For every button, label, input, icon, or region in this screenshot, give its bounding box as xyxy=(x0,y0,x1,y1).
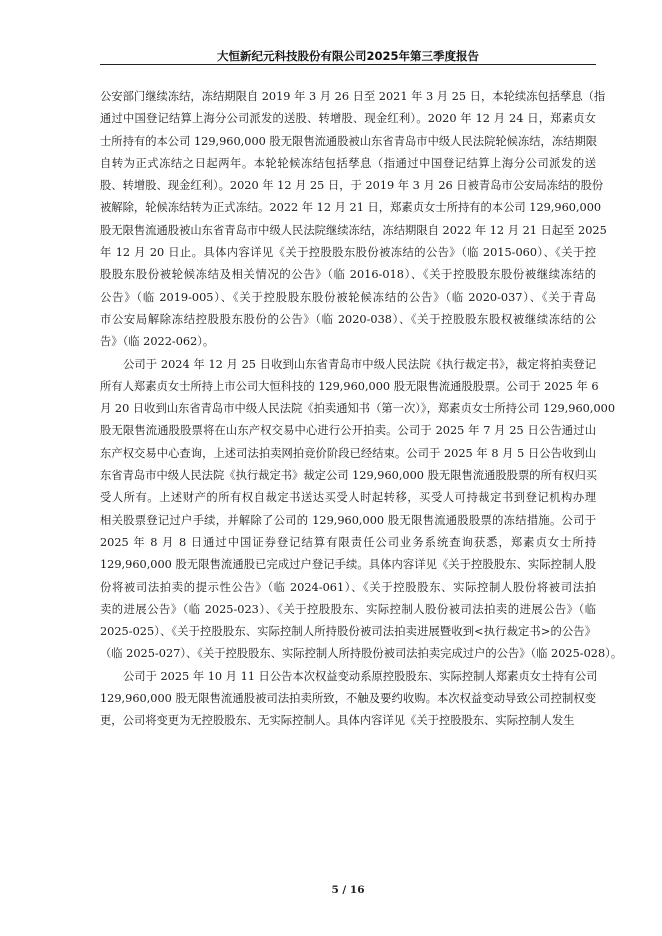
text-line: 卖的进展公告》（临 2025-023）、《关于控股股东、实际控制人股份被司法拍卖的进展公告》（临 xyxy=(100,602,596,616)
text-line: 公安部门继续冻结，冻结期限自 2019 年 3 月 26 日至 2021 年 3 月 25 日，本轮续冻包括孳息（指 xyxy=(100,90,606,103)
text-line: 129,960,000 股无限售流通股被司法拍卖所致，不触及要约收购。本次权益变动导致公司控制权变 xyxy=(100,692,596,706)
text-line: 士所持有的本公司 129,960,000 股无限售流通股被山东省青岛市中级人民法院轮候冻结，冻结期限 xyxy=(100,134,598,148)
report-header-title: 大恒新纪元科技股份有限公司2025年第三季度报告 xyxy=(216,49,479,63)
text-line: 市公安局解除冻结控股股东股份的公告》（临 2020-038）、《关于控股股东股权被继续冻结的公 xyxy=(100,312,596,326)
text-line: 股无限售流通股股票将在山东产权交易中心进行公开拍卖。公司于 2025 年 7 月 25 日公告通过山 xyxy=(100,424,596,438)
text-line: 通过中国登记结算上海分公司派发的送股、转增股、现金红利）。2020 年 12 月 24 日，郑素贞女 xyxy=(100,112,596,126)
text-line: 年 12 月 20 日止。具体内容详见《关于控股股东股份被冻结的公告》（临 2015-060）、《关于控 xyxy=(100,246,596,260)
text-line: （临 2025-027）、《关于控股股东、实际控制人所持股份被司法拍卖完成过户的公告》（临 2025-028）。 xyxy=(100,647,623,661)
text-line: 所有人郑素贞女士所持上市公司大恒科技的 129,960,000 股无限售流通股股票。公司于 2025 年 6 xyxy=(100,379,599,393)
text-line: 公告》（临 2019-005）、《关于控股股东股份被轮候冻结的公告》（临 2020-037）、《关于青岛 xyxy=(100,290,596,304)
document-body xyxy=(100,86,623,733)
text-line: 更，公司将变更为无控股股东、无实际控制人。具体内容详见《关于控股股东、实际控制人发生 xyxy=(100,714,575,728)
text-line: 自转为正式冻结之日起两年。本轮轮候冻结包括孳息（指通过中国登记结算上海分公司派发的送 xyxy=(100,156,596,170)
header-rule xyxy=(100,64,596,65)
text-line: 2025-025）、《关于控股股东、实际控制人所持股份被司法拍卖进展暨收到<执行裁定书>的公告》 xyxy=(100,625,596,639)
text-line: 东省青岛市中级人民法院《执行裁定书》裁定公司 129,960,000 股无限售流通股股票的所有权归买 xyxy=(100,469,598,483)
paragraph xyxy=(100,354,623,666)
text-line: 受人所有。上述财产的所有权自裁定书送达买受人时起转移，买受人可持裁定书到登记机构办理 xyxy=(100,491,596,505)
text-line: 129,960,000 股无限售流通股已完成过户登记手续。具体内容详见《关于控股股东、实际控制人股 xyxy=(100,558,596,572)
text-line: 份将被司法拍卖的提示性公告》（临 2024-061）、《关于控股股东、实际控制人股份将被司法拍 xyxy=(100,580,596,594)
text-line: 东产权交易中心查询，上述司法拍卖网拍竞价阶段已经结束。公司于 2025 年 8 月 5 日公告收到山 xyxy=(100,446,596,460)
text-line: 股、转增股、现金红利）。2020 年 12 月 25 日，于 2019 年 3 月 26 日被青岛市公安局冻结的股份 xyxy=(100,179,604,193)
text-line: 相关股票登记过户手续，并解除了公司的 129,960,000 股无限售流通股股票的冻结措施。公司于 xyxy=(100,513,596,527)
text-line: 2025 年 8 月 8 日通过中国证券登记结算有限责任公司业务系统查询获悉，郑素贞女士所持 xyxy=(100,535,596,549)
text-line: 月 20 日收到山东省青岛市中级人民法院《拍卖通知书（第一次）》，郑素贞女士所持公司 129,960,000 xyxy=(100,402,616,416)
text-line: 公司于 2024 年 12 月 25 日收到山东省青岛市中级人民法院《执行裁定书》，裁定将拍卖登记 xyxy=(123,357,596,371)
paragraph xyxy=(100,86,607,354)
page-number: 5 / 16 xyxy=(331,884,365,896)
text-line: 告》（临 2022-062）。 xyxy=(100,335,215,349)
text-line: 股无限售流通股被山东省青岛市中级人民法院继续冻结，冻结期限自 2022 年 12 月 21 日起至 2025 xyxy=(100,223,607,237)
text-line: 公司于 2025 年 10 月 11 日公告本次权益变动系原控股股东、实际控制人郑素贞女士持有公司 xyxy=(123,669,598,683)
text-line: 股股东股份被轮候冻结及相关情况的公告》（临 2016-018）、《关于控股股东股份被继续冻结的 xyxy=(100,268,596,282)
paragraph xyxy=(100,666,596,733)
text-line: 被解除，轮候冻结转为正式冻结。2022 年 12 月 21 日，郑素贞女士所持有的本公司 129,960,000 xyxy=(100,201,602,215)
